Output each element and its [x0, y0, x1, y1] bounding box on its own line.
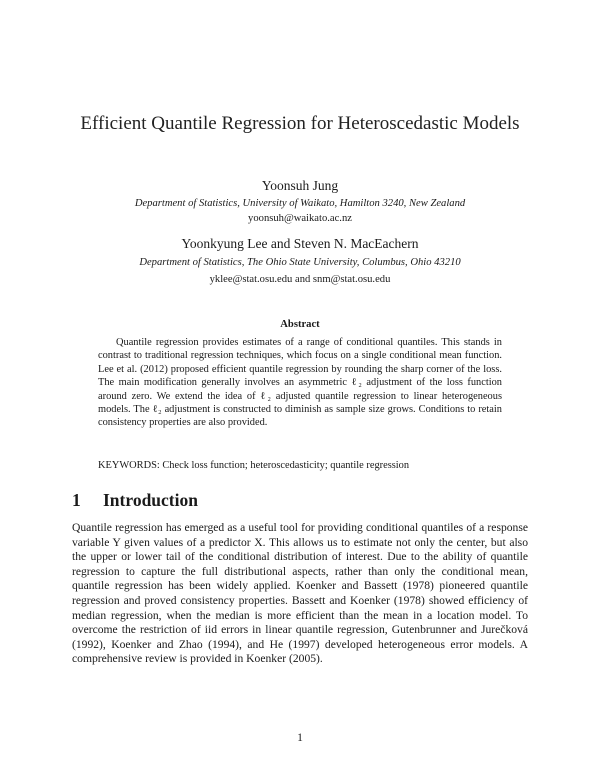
author-affiliation-2: Department of Statistics, The Ohio State University, Columbus, Ohio 43210 — [139, 257, 461, 268]
section-heading — [72, 489, 198, 511]
author-name-1: Yoonsuh Jung — [261, 178, 339, 193]
author-email-1: yoonsuh@waikato.ac.nz — [248, 213, 352, 224]
abstract-heading: Abstract — [280, 319, 320, 330]
section-title: Introduction — [103, 490, 198, 510]
introduction-body: Quantile regression has emerged as a useful tool for providing conditional quantiles of a response variable Y given values of a predictor X. This allows us to estimate not only the center, but also the upper or lower tail of the conditional distribution of interest. Due to the ability of quantile regression to capture the full distributional aspects, rather than only the conditional mean, quantile regression has been widely applied. Koenker and Bassett (1978) pioneered quantile regression and proved consistency properties. Bassett and Koenker (1978) showed efficiency of median regression, when the median is more efficient than the mean in a location model. To overcome the restriction of iid errors in linear quantile regression, Gutenbrunner and Jurečková (1992), Koenker and Zhao (1994), and He (1997) developed heterogeneous error models. A comprehensive review is provided in Koenker (2005). — [72, 521, 528, 666]
author-email-2: yklee@stat.osu.edu and snm@stat.osu.edu — [209, 274, 391, 285]
keywords: KEYWORDS: Check loss function; heteroscedasticity; quantile regression — [98, 460, 410, 471]
abstract-body: Quantile regression provides estimates of a range of conditional quantiles. This stands in contrast to traditional regression techniques, which focus on a single conditional mean function. Lee et al. (2012) proposed efficient quantile regression by rounding the sharp corner of the loss. The main modification generally involves an asymmetric ℓ₂ adjustment of the loss function around zero. We extend the idea of ℓ₂ adjusted quantile regression to linear heterogeneous models. The ℓ₂ adjustment is constructed to diminish as sample size grows. Conditions to retain consistency properties are also provided. — [98, 337, 502, 429]
page-number: 1 — [297, 731, 303, 744]
section-number: 1 — [72, 490, 81, 510]
paper-title: Efficient Quantile Regression for Heteroscedastic Models — [80, 113, 520, 134]
author-names-2: Yoonkyung Lee and Steven N. MacEachern — [181, 236, 419, 251]
author-affiliation-1: Department of Statistics, University of Waikato, Hamilton 3240, New Zealand — [134, 198, 466, 209]
